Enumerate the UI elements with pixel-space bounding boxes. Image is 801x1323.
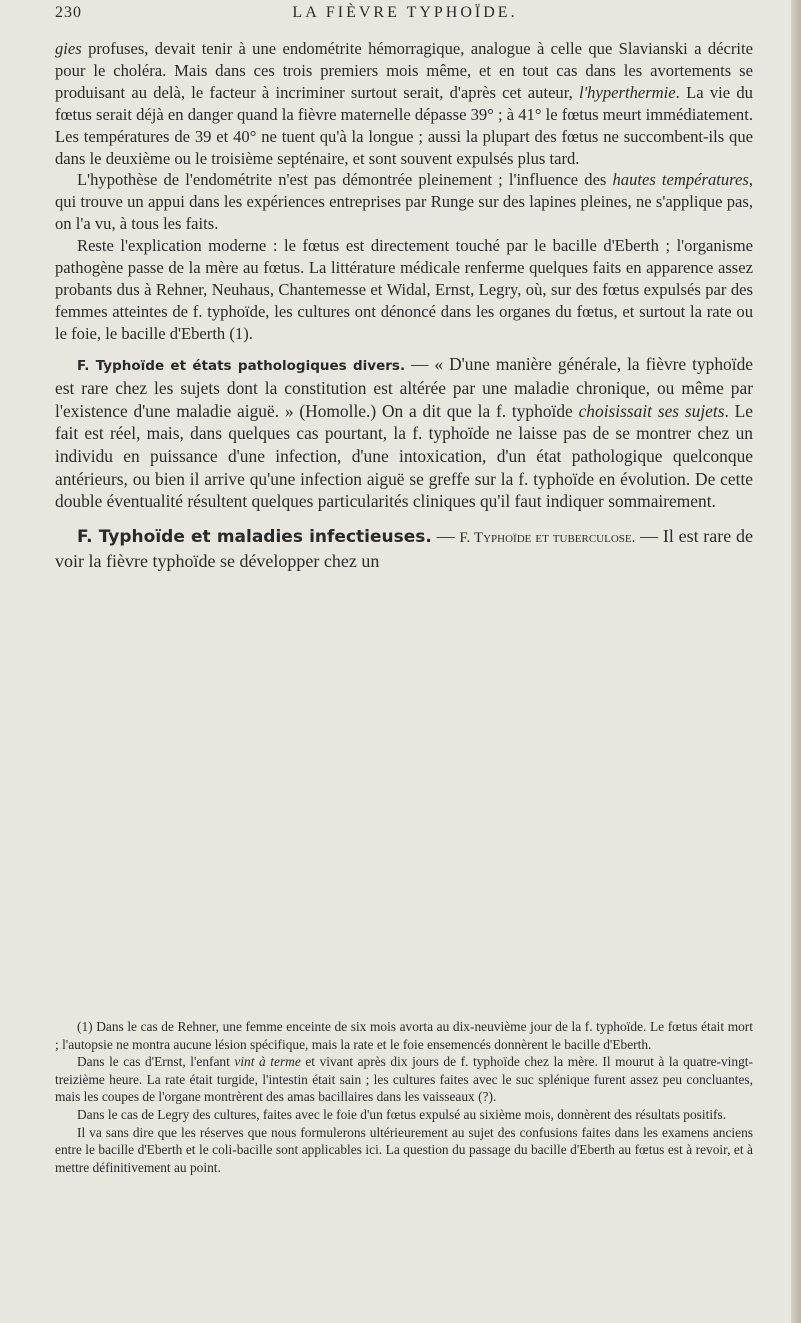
- running-header: [55, 4, 755, 28]
- paragraph-etats-pathologiques: [55, 353, 753, 513]
- page-number: 230: [55, 4, 82, 21]
- section-heading: F. Typhoïde et maladies infectieuses.: [77, 526, 432, 547]
- paragraph-explication: [55, 235, 753, 345]
- text-fragment: L'hypothèse de l'endométrite n'est pas démontrée pleinement ; l'influence des: [77, 170, 613, 190]
- italic-term: choisissait ses sujets: [578, 400, 725, 421]
- paragraph-maladies-infectieuses: [55, 525, 753, 573]
- italic-fragment: gies: [55, 39, 82, 58]
- text-fragment: . La vie du fœtus serait déjà en danger quand la fièvre maternelle dépasse 39° ; à 41° le fœtus meurt immédiatement. Les températures de 39 et 40° ne tuent qu'à la longue ; aussi la plupart des fœtus ne succombent-ils que dans le deuxième ou le troisième septénaire, et sont souvent expulsés plus tard.: [55, 82, 753, 168]
- italic-term: vint à terme: [234, 1054, 301, 1070]
- text-fragment: — Il est rare de voir la fièvre typhoïde se développer chez un: [55, 525, 753, 571]
- running-title: LA FIÈVRE TYPHOÏDE.: [292, 4, 518, 21]
- paragraph-hypothese: [55, 169, 753, 235]
- footnote-reserves: Il va sans dire que les réserves que nous formulerons ultérieurement au sujet des confusions faites dans les examens anciens entre le bacille d'Eberth et le coli-bacille sont applicables ici. La question du passage du bacille d'Eberth au fœtus est à revoir, et à mettre définitivement au point.: [55, 1124, 753, 1175]
- text-fragment: — « D'une manière générale, la fièvre typhoïde est rare chez les sujets dont la constitution est altérée par une maladie chronique, ou même par l'existence d'une maladie aiguë. » (Homolle.) On a dit que la f. typhoïde: [55, 353, 753, 421]
- text-fragment: Reste l'explication moderne : le fœtus est directement touché par le bacille d'Eberth ; l'organisme pathogène passe de la mère au fœtus. La littérature médicale renferme quelques faits en apparence assez probants dus à Rehner, Neuhaus, Chantemesse et Widal, Ernst, Legry, où, sur des fœtus expulsés par des femmes atteintes de f. typhoïde, les cultures ont dénoncé dans les organes du fœtus, et surtout la rate ou le foie, le bacille d'Eberth (1).: [55, 236, 753, 343]
- footnote-legry: Dans le cas de Legry des cultures, faites avec le foie d'un fœtus expulsé au sixième mois, donnèrent des résultats positifs.: [77, 1106, 727, 1122]
- text-fragment: Dans le cas d'Ernst, l'enfant: [77, 1054, 235, 1070]
- main-text: [55, 38, 753, 573]
- text-fragment: . Le fait est réel, mais, dans quelques cas pourtant, la f. typhoïde ne laisse pas de se montrer chez un individu en puissance d'une infection, d'une intoxication, d'un état pathologique quelconque antérieurs, ou bien il arrive qu'une infection aiguë se greffe sur la f. typhoïde en évolution. De cette double éventualité résultent quelques particularités cliniques qu'il faut indiquer sommairement.: [55, 400, 753, 512]
- section-heading: F. Typhoïde et états pathologiques divers.: [77, 357, 406, 374]
- text-fragment: —: [431, 525, 460, 546]
- italic-term: l'hyperthermie: [579, 82, 676, 102]
- footnote-1: (1) Dans le cas de Rehner, une femme enceinte de six mois avorta au dix-neuvième jour de la f. typhoïde. Le fœtus était mort ; l'autopsie ne montra aucune lésion spécifique, mais la rate et le foie ensemencés donnèrent le bacille d'Eberth.: [55, 1019, 753, 1052]
- paragraph-endometrite: [55, 38, 753, 169]
- text-fragment: et vivant après dix jours de f. typhoïde chez la mère. Il mourut à la quatre-vingt-treizième heure. La rate était turgide, l'intestin était sain ; les cultures faites avec le suc splénique furent assez peu concluantes, mais les coupes de l'organe montrèrent des amas bacillaires dans les vaisseaux (?).: [55, 1054, 753, 1105]
- subsection-heading: F. Typhoïde et tuberculose.: [459, 529, 636, 546]
- footnotes: [55, 1018, 753, 1176]
- text-fragment: , qui trouve un appui dans les expériences entreprises par Runge sur des lapines pleines, ne s'applique pas, on l'a vu, à tous les faits.: [55, 170, 754, 234]
- footnote-ernst: [55, 1053, 753, 1106]
- text-fragment: profuses, devait tenir à une endométrite hémorragique, analogue à celle que Slavianski a décrite pour le choléra. Mais dans ces trois premiers mois même, et en tout cas dans les avortements se produisant au delà, le facteur à incriminer surtout serait, d'après cet auteur,: [55, 39, 753, 102]
- page-edge: [791, 0, 801, 1323]
- italic-term: hautes températures: [612, 170, 749, 190]
